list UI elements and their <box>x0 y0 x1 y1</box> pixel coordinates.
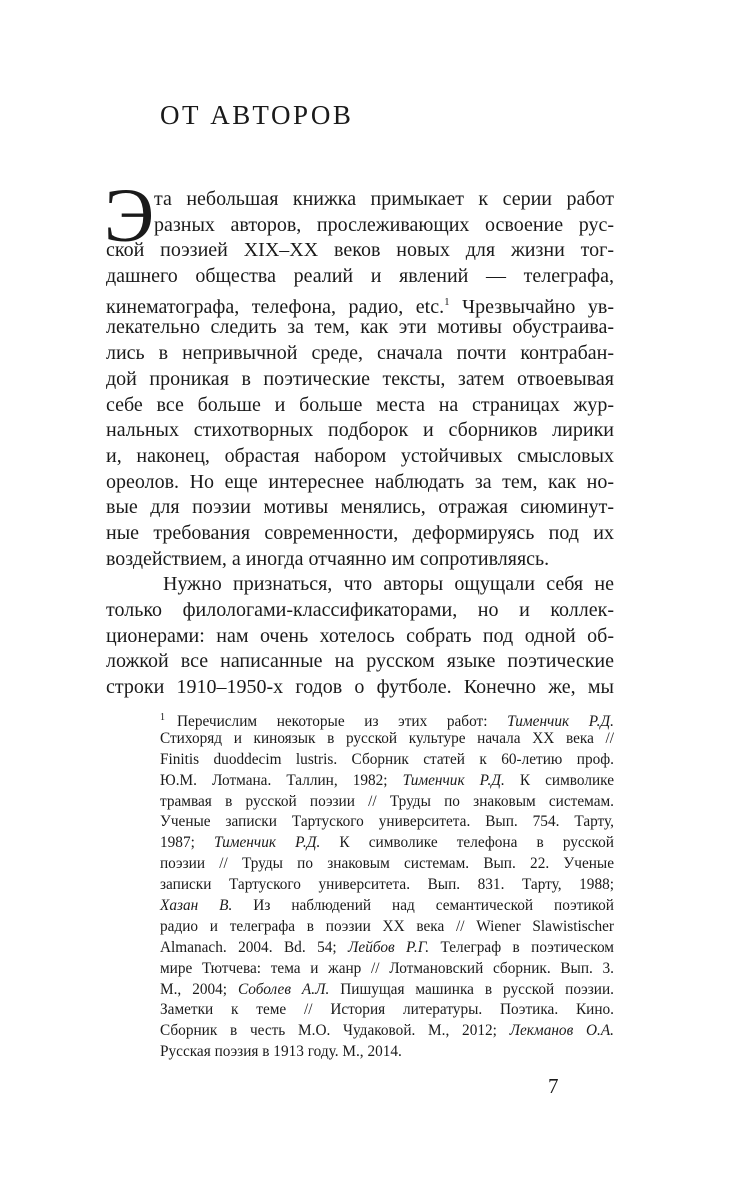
footnote <box>160 708 614 1063</box>
author-name: Соболев А.Л. <box>237 980 330 998</box>
text-line: разных авторов, прослеживающих освоение рус- <box>154 213 614 236</box>
text-line: ные требования современности, деформируясь под их <box>106 521 614 544</box>
footnote-line: Ученые записки Тартуского университета. Вып. 754. Тарту, <box>160 813 614 831</box>
text-line: себе все больше и больше места на страницах жур- <box>106 393 614 416</box>
text-line: Нужно признаться, что авторы ощущали себя не <box>163 573 614 596</box>
text-segment: кинематографа, телефона, радио, etc. <box>106 295 445 318</box>
footnote-line <box>160 896 614 917</box>
drop-cap: Э <box>104 174 155 258</box>
footnote-line: Стихоряд и киноязык в русской культуре начала XX века // <box>160 729 614 747</box>
footnote-line: трамвая в русской поэзии // Труды по знаковым системам. <box>160 792 614 810</box>
text-segment: Чрезвычайно ув- <box>449 295 614 318</box>
text-segment: Перечислим некоторые из этих работ: <box>177 713 508 730</box>
text-segment: К символике телефона в русской <box>320 834 614 852</box>
text-line: вые для поэзии мотивы менялись, отражая сиюминут- <box>106 496 614 519</box>
author-name: Тименчик Р.Д. <box>402 771 505 789</box>
text-segment: Сборник в честь М.О. Чудаковой. М., 2012; <box>160 1022 510 1040</box>
author-name: Хазан В. <box>160 897 233 915</box>
text-line: лекательно следить за тем, как эти мотивы обустраива- <box>106 316 614 339</box>
footnote-line <box>160 980 614 1001</box>
footnote-line: записки Тартуского университета. Вып. 831. Тарту, 1988; <box>160 876 614 894</box>
text-segment: Телеграф в поэтическом <box>429 938 614 956</box>
text-segment: Из наблюдений над семантической поэтикой <box>232 897 614 915</box>
footnote-marker: 1 <box>160 712 165 723</box>
footnote-line <box>160 833 614 854</box>
text-line: воздействием, а иногда отчаянно им сопротивляясь. <box>106 547 550 570</box>
text-line: строки 1910–1950-х годов о футболе. Конечно же, мы <box>106 676 614 699</box>
text-line <box>106 290 614 316</box>
text-line: только филологами-классификаторами, но и коллек- <box>106 599 614 621</box>
footnote-line: мире Тютчева: тема и жанр // Лотмановский сборник. Вып. 3. <box>160 959 614 977</box>
text-segment: Пишущая машинка в русской поэзии. <box>329 980 614 998</box>
footnote-line <box>160 708 614 729</box>
footnote-reference[interactable]: 1 <box>444 295 450 308</box>
text-line: дой проникая в поэтические тексты, затем отвоевывая <box>106 367 614 390</box>
chapter-heading: ОТ АВТОРОВ <box>160 100 354 130</box>
text-line: нальных стихотворных подборок и сборников лирики <box>106 419 614 442</box>
text-segment: Almanach. 2004. Bd. 54; <box>160 938 349 956</box>
footnote-line <box>160 771 614 792</box>
text-line: ореолов. Но еще интереснее наблюдать за тем, как но- <box>106 470 614 493</box>
text-line: и, наконец, обрастая набором устойчивых смысловых <box>106 444 614 467</box>
text-segment: 1987; <box>160 834 214 852</box>
author-name: Тименчик Р.Д. <box>213 834 321 852</box>
footnote-line: Заметки к теме // История литературы. Поэтика. Кино. <box>160 1001 614 1019</box>
main-text <box>106 187 614 701</box>
text-line: ской поэзией XIX–XX веков новых для жизни тог- <box>106 239 614 262</box>
footnote-line: Русская поэзия в 1913 году. М., 2014. <box>160 1043 402 1061</box>
text-segment: Ю.М. Лотмана. Таллин, 1982; <box>160 771 403 789</box>
page-number: 7 <box>548 1074 559 1098</box>
text-line: дашнего общества реалий и явлений — телеграфа, <box>106 265 614 288</box>
text-line: ционерами: нам очень хотелось собрать под одной об- <box>106 624 614 647</box>
author-name: Лекманов О.А. <box>509 1022 614 1040</box>
author-name: Тименчик Р.Д. <box>507 713 614 730</box>
text-line: та небольшая книжка примыкает к серии работ <box>154 188 614 210</box>
text-line: лись в непривычной среде, сначала почти контрабан- <box>106 342 614 365</box>
footnote-line <box>160 1021 614 1042</box>
text-line: ложкой все написанные на русском языке поэтические <box>106 650 614 673</box>
text-segment: К символике <box>504 771 614 789</box>
footnote-line: поэзии // Труды по знаковым системам. Вып. 22. Ученые <box>160 855 614 873</box>
footnote-line: радио и телеграфа в поэзии XX века // Wiener Slawistischer <box>160 917 614 935</box>
footnote-line <box>160 938 614 959</box>
footnote-line: Finitis duoddecim lustris. Сборник статей к 60-летию проф. <box>160 750 614 768</box>
text-segment: М., 2004; <box>160 980 238 998</box>
author-name: Лейбов Р.Г. <box>348 938 430 956</box>
